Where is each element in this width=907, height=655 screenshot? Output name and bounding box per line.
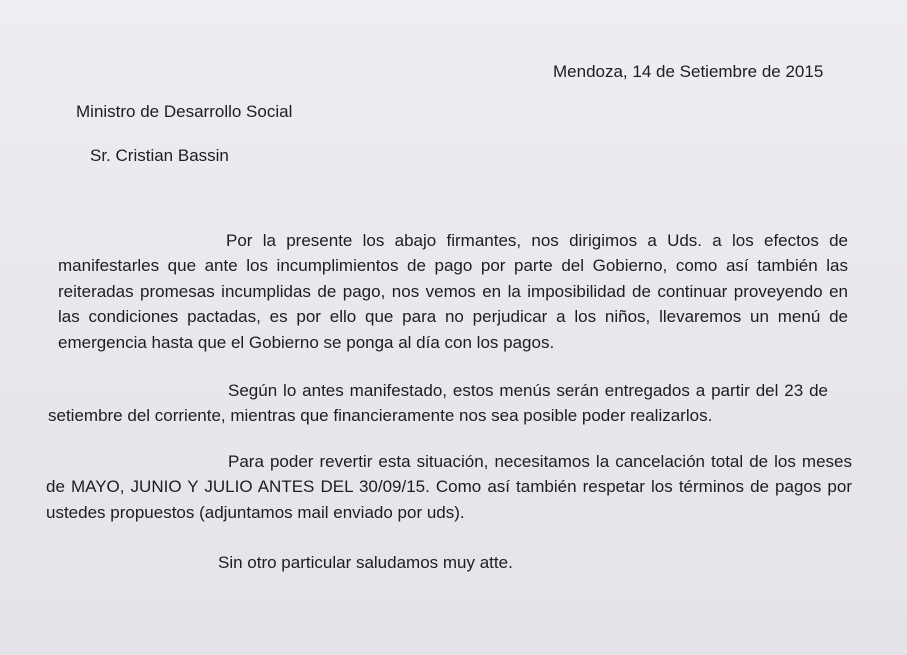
letter-paragraph-1: Por la presente los abajo firmantes, nos dirigimos a Uds. a los efectos de manifestarles que ante los incumplimientos de pago por parte del Gobierno, como así también las reiteradas promesas incumplidas de pago, nos vemos en la imposibilidad de continuar proveyendo en las condiciones pactadas, es por ello que para no perjudicar a los niños, llevaremos un menú de emergencia hasta que el Gobierno se ponga al día con los pagos. xyxy=(58,231,848,352)
letter-paragraph-3: Para poder revertir esta situación, necesitamos la cancelación total de los meses de MAYO, JUNIO Y JULIO ANTES DEL 30/09/15. Como así también respetar los términos de pagos por ustedes propuestos (adjuntamos mail enviado por uds). xyxy=(46,452,852,522)
letter-date: Mendoza, 14 de Setiembre de 2015 xyxy=(553,62,824,81)
letter-paragraph-2: Según lo antes manifestado, estos menús serán entregados a partir del 23 de setiembre del corriente, mientras que financieramente nos sea posible poder realizarlos. xyxy=(48,381,828,426)
letter-closing: Sin otro particular saludamos muy atte. xyxy=(218,553,513,572)
letter-salutation: Sr. Cristian Bassin xyxy=(90,146,229,165)
letter-recipient: Ministro de Desarrollo Social xyxy=(76,102,293,121)
